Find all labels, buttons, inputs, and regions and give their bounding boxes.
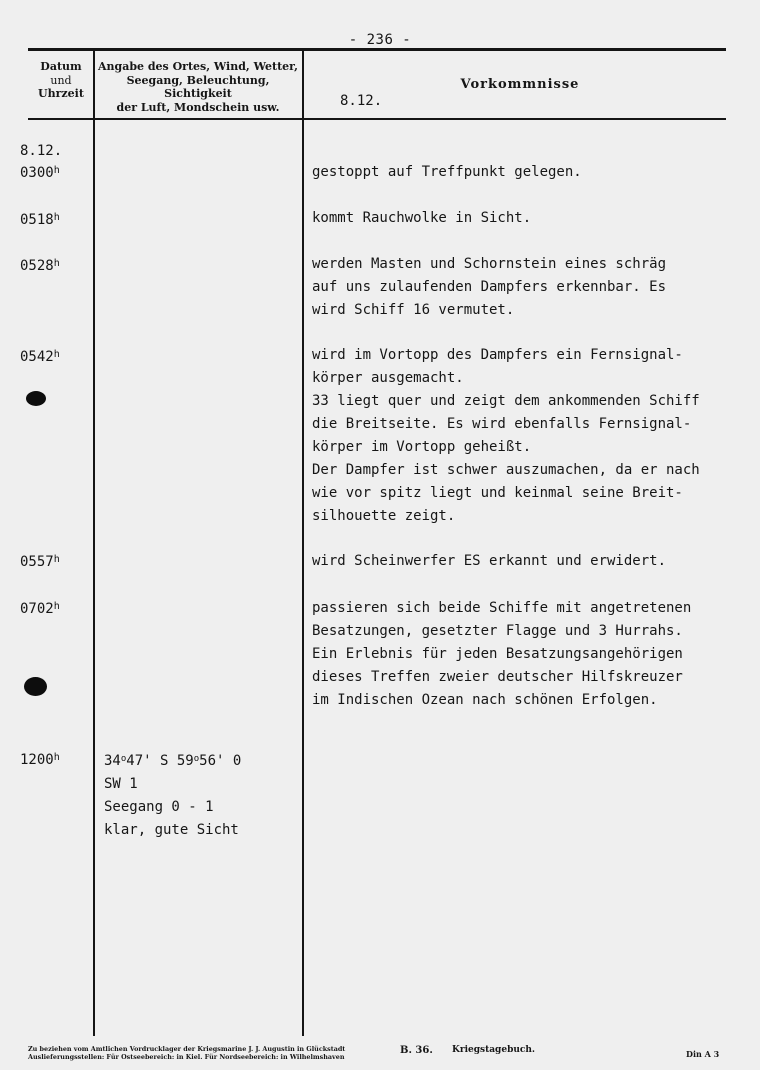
- entry-0542: wird im Vortopp des Dampfers ein Fernsignal- körper ausgemacht. 33 liegt quer und zeigt dem ankommenden Schiff die Breitseite. Es wird ebenfalls Fernsignal- körper im Vortopp geheißt. Der Dampfer ist schwer auszumachen, da er nach wie vor spitz liegt und keinmal seine Breit- silhouette zeigt.: [312, 347, 700, 524]
- wind: SW 1: [104, 776, 138, 792]
- column-divider-2: [302, 48, 304, 1036]
- latitude: 34$^o$47' S: [104, 753, 169, 769]
- time-0518: 0518$^h$: [20, 212, 60, 228]
- punch-hole-mark-1: [26, 391, 46, 406]
- footer-din-format: Din A 3: [686, 1049, 720, 1059]
- header-uhrzeit: Uhrzeit: [38, 87, 84, 100]
- footer-form-number: B. 36.: [400, 1045, 433, 1056]
- time-0557: 0557$^h$: [20, 554, 60, 570]
- punch-hole-mark-2: [24, 677, 47, 696]
- header-col2-line2: Seegang, Beleuchtung, Sichtigkeit: [126, 73, 270, 100]
- position-weather-block: [104, 750, 299, 842]
- footer-printer-info: Zu beziehen vom Amtlichen Vordrucklager der Kriegsmarine J. J. Augustin in Glückstadt Auslieferungsstellen: Für Ostseebereich: in Kiel. Für Nordseebereich: in Wilhelmshaven: [28, 1045, 346, 1061]
- top-rule: [28, 48, 726, 51]
- page-number: - 236 -: [348, 32, 412, 48]
- time-0542: 0542$^h$: [20, 349, 60, 365]
- header-events-date: 8.12.: [340, 93, 383, 109]
- sea-state: Seegang 0 - 1: [104, 799, 214, 815]
- entry-0557: wird Scheinwerfer ES erkannt und erwidert.: [312, 553, 667, 569]
- visibility: klar, gute Sicht: [104, 822, 239, 838]
- header-rule: [28, 118, 726, 120]
- entry-0300: gestoppt auf Treffpunkt gelegen.: [312, 164, 582, 180]
- time-0702: 0702$^h$: [20, 601, 60, 617]
- bleed-through-text: [640, 58, 720, 108]
- date-marker: 8.12.: [20, 143, 63, 159]
- header-col2-line1: Angabe des Ortes, Wind, Wetter,: [97, 60, 299, 73]
- header-date-time: [30, 60, 92, 101]
- column-divider-1: [93, 48, 95, 1036]
- entry-0702: passieren sich beide Schiffe mit angetretenen Besatzungen, gesetzter Flagge und 3 Hurrahs. Ein Erlebnis für jeden Besatzungsangehörigen dieses Treffen zweier deutscher Hilfskreuzer im Indischen Ozean nach schönen Erfolgen.: [312, 600, 692, 708]
- time-0528: 0528$^h$: [20, 258, 60, 274]
- header-und: und: [50, 73, 72, 87]
- time-1200: 1200$^h$: [20, 752, 60, 768]
- footer-title: Kriegstagebuch.: [452, 1045, 536, 1055]
- header-col2-line3: der Luft, Mondschein usw.: [116, 100, 280, 114]
- header-events: Vorkommnisse: [460, 77, 580, 92]
- time-0300: 0300$^h$: [20, 165, 60, 181]
- entry-0528: werden Masten und Schornstein eines schräg auf uns zulaufenden Dampfers erkennbar. Es wird Schiff 16 vermutet.: [312, 256, 667, 318]
- header-datum: Datum: [40, 60, 82, 73]
- header-location-weather: [96, 60, 300, 114]
- entry-0518: kommt Rauchwolke in Sicht.: [312, 210, 532, 226]
- longitude: 59$^o$56' 0: [176, 753, 242, 769]
